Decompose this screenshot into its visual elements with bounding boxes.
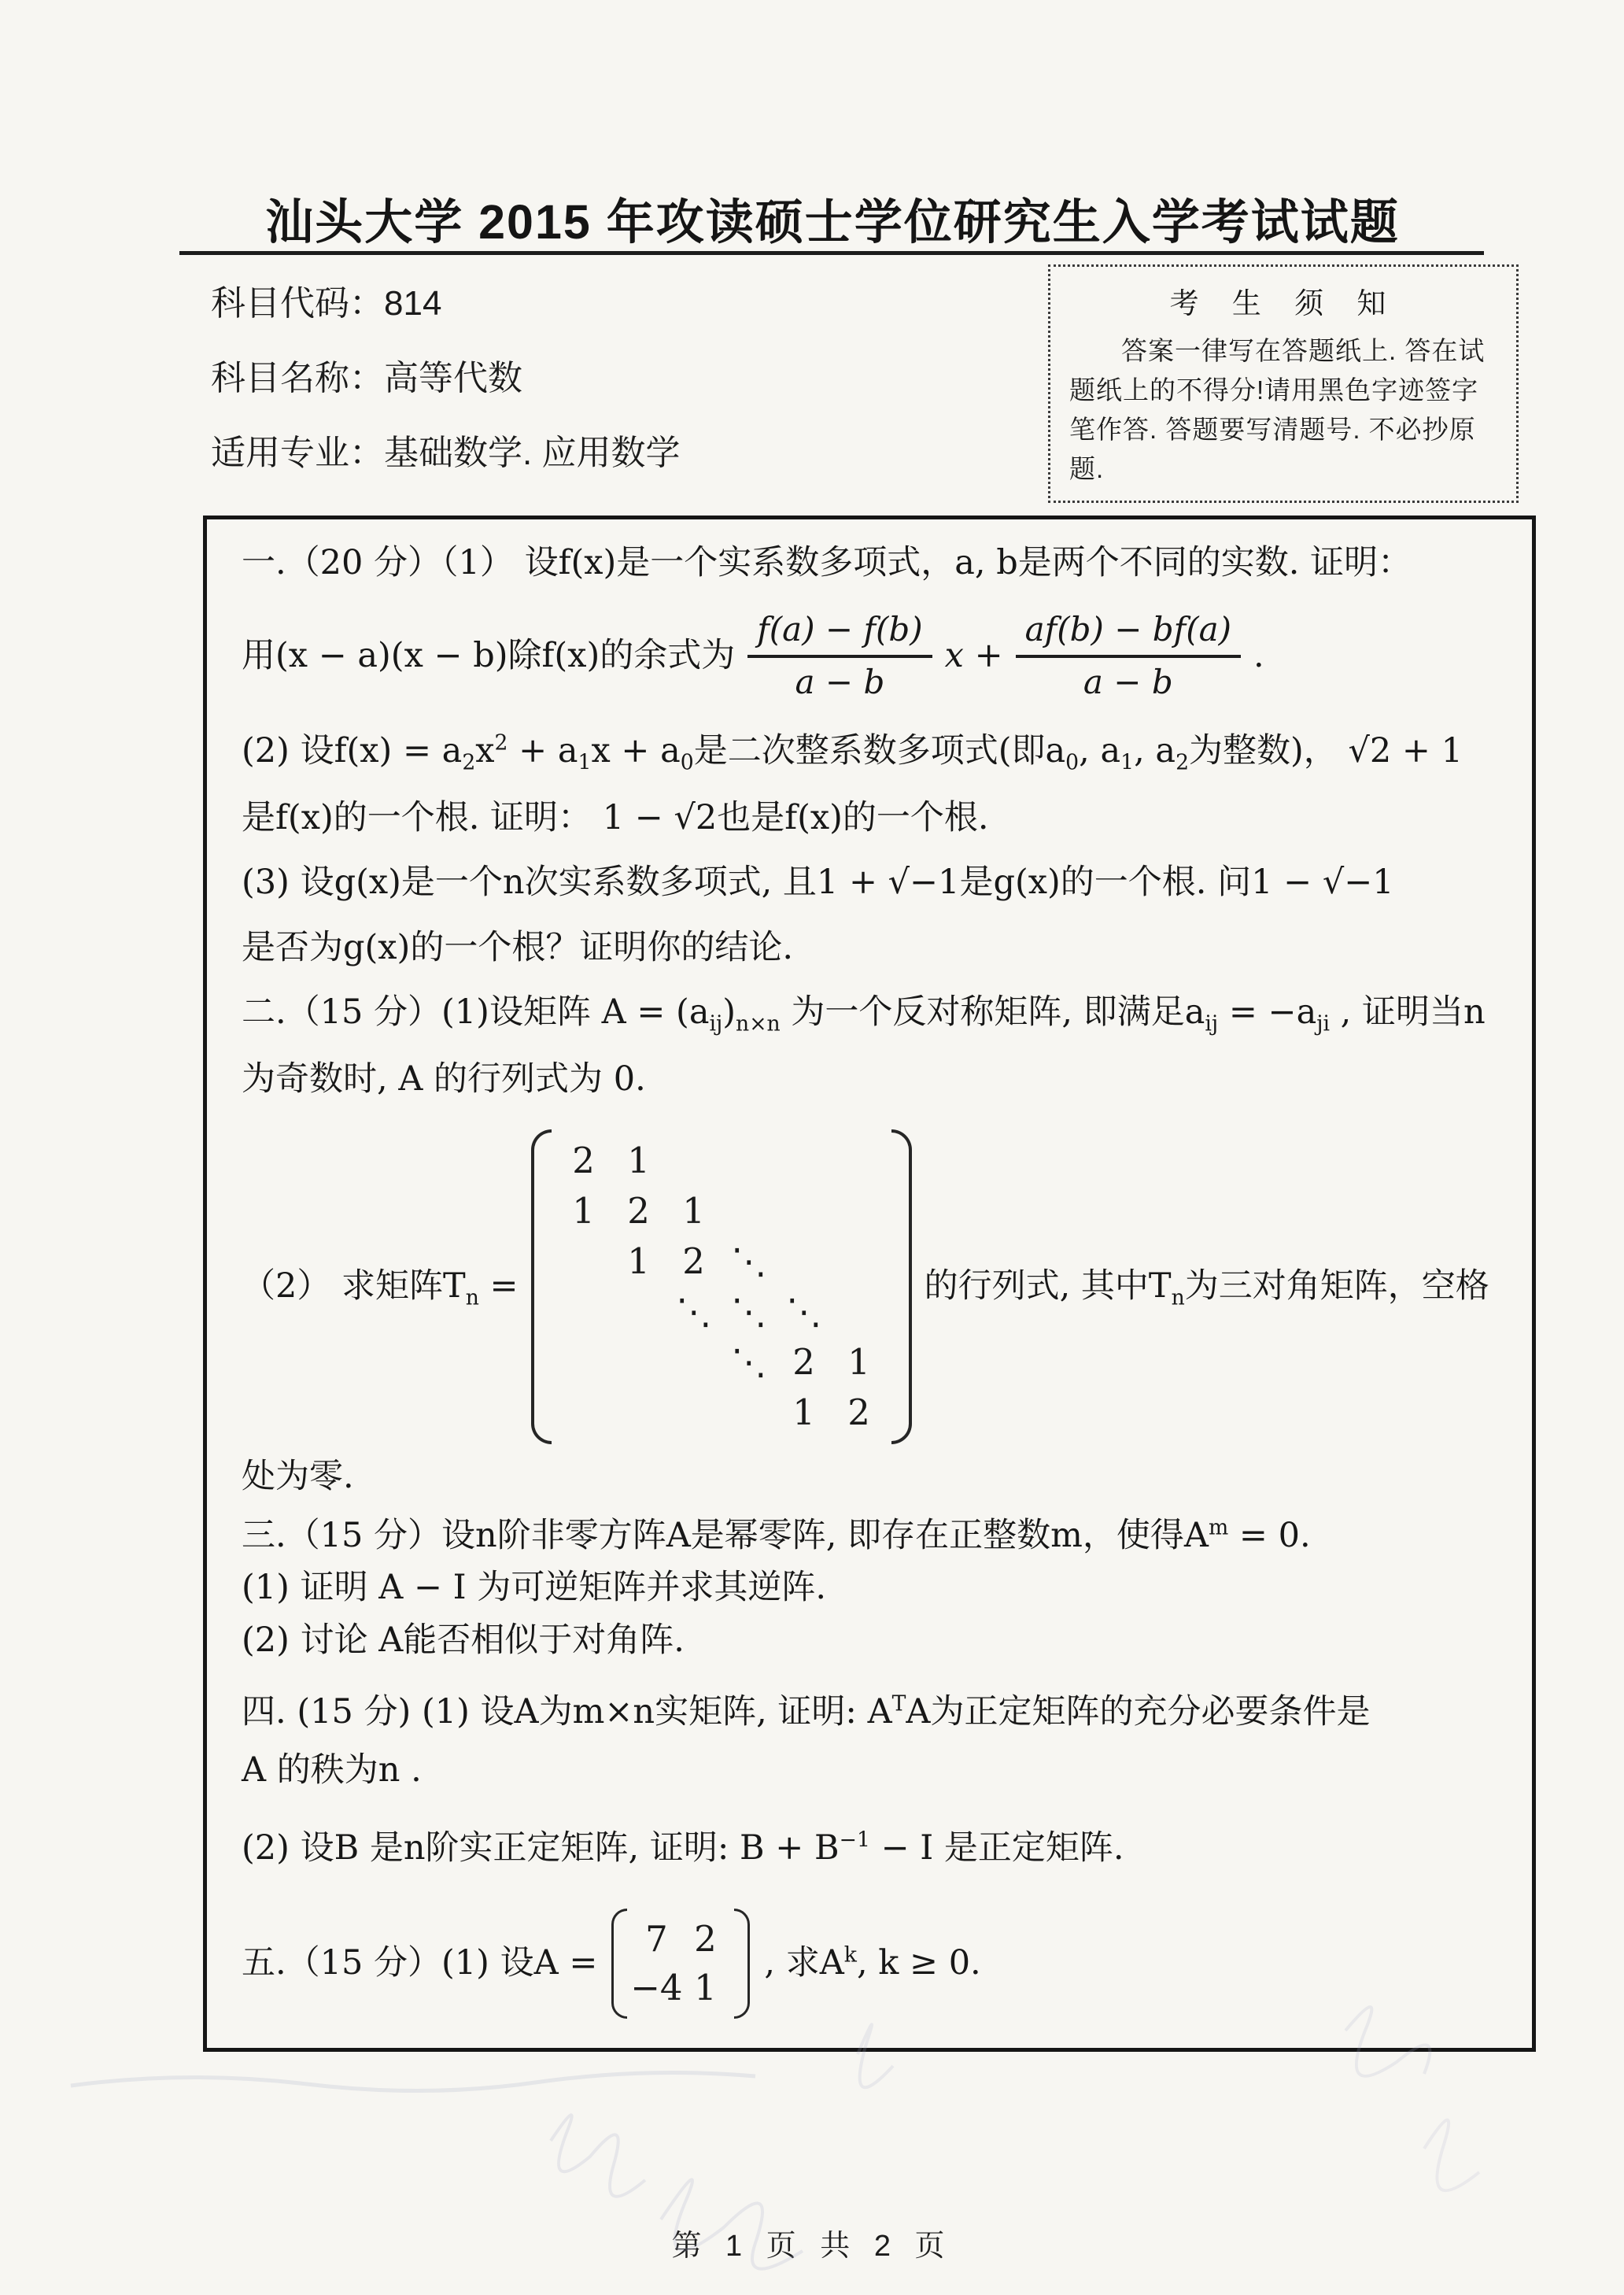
problem2-line3: 处为零. (242, 1457, 354, 1497)
notice-body: 答案一律写在答题纸上. 答在试题纸上的不得分!请用黑色字迹签字笔作答. 答题要写清题号. 不必抄原题. (1069, 336, 1486, 484)
problem1-remainder-formula (242, 601, 1502, 712)
problem1-line2: (2) 设$f(x) = a_2x^2 + a_1x + a_0$是二次整系数多项式(即$a_0$, $a_1$, $a_2$为整数)， √2 + 1 (242, 730, 1463, 775)
formula-mid: x + (944, 636, 1003, 676)
problem2-line1: 二.（15 分）(1)设矩阵 $A = (a_{ij})_{n\times n}$ 为一个反对称矩阵, 即满足$a_{ij} = -a_{ji}$ , 证明当n (242, 992, 1486, 1037)
fraction-2-denominator: a − b (1083, 662, 1173, 701)
fraction-1-numerator: f(a) − f(b) (747, 609, 932, 658)
problem2-matrix-row (242, 1129, 1502, 1444)
problem4-line3: (2) 设B 是n阶实正定矩阵, 证明: $B + B^{-1} - I$ 是正定矩阵. (242, 1828, 1124, 1868)
subject-code-row (211, 286, 680, 321)
candidate-notice-box (1048, 264, 1519, 503)
page-title: 汕头大学 2015 年攻读硕士学位研究生入学考试试题 (265, 195, 1400, 249)
fraction-1 (747, 609, 932, 703)
exam-body-frame (203, 516, 1536, 2052)
problem3-line1: 三.（15 分）设n阶非零方阵A是幂零阵, 即存在正整数m，使得$A^m = 0$. (242, 1515, 1311, 1555)
subject-code-value: 814 (384, 284, 442, 323)
header-info (211, 286, 680, 511)
fraction-2 (1016, 609, 1241, 703)
a-matrix (611, 1909, 750, 2019)
right-paren (891, 1129, 912, 1444)
tn-matrix-suffix: 的行列式, 其中$T_n$为三对角矩阵，空格 (924, 1266, 1489, 1310)
majors-label: 适用专业： (211, 434, 384, 472)
tn-matrix-prefix: （2） 求矩阵$T_n$ = (242, 1266, 519, 1310)
problem1-line5: 是否为g(x)的一个根？证明你的结论. (242, 927, 793, 967)
right-paren (734, 1909, 750, 2019)
page-footer: 第 1 页 共 2 页 (671, 2230, 953, 2263)
fraction-2-numerator: af(b) − bf(a) (1016, 609, 1241, 658)
problem3-line2: (1) 证明 A − I 为可逆矩阵并求其逆阵. (242, 1568, 826, 1608)
problem4-line1: 四. (15 分) (1) 设A为m×n实矩阵, 证明: $A^TA$为正定矩阵的充分必要条件是 (242, 1691, 1371, 1731)
subject-name-row (211, 361, 680, 396)
a-matrix-grid: 7 2 −4 1 (630, 1917, 717, 2009)
problem4-line2: A 的秩为n . (242, 1750, 422, 1791)
majors-row (211, 436, 680, 471)
left-paren (611, 1909, 627, 2019)
formula-suffix: . (1253, 636, 1264, 676)
problem2-line2: 为奇数时, A 的行列式为 0. (242, 1059, 646, 1099)
problem5-prefix: 五.（15 分）(1) 设A = (242, 1943, 598, 1983)
title-underline (179, 251, 1484, 255)
formula-prefix: 用(x − a)(x − b)除f(x)的余式为 (242, 636, 736, 676)
problem5-suffix: , 求$A^k$, k ≥ 0. (764, 1942, 981, 1983)
subject-name-label: 科目名称： (211, 359, 384, 397)
subject-name-value: 高等代数 (384, 359, 522, 397)
majors-value: 基础数学. 应用数学 (384, 434, 681, 472)
problem1-line3: 是f(x)的一个根. 证明： 1 − √2也是f(x)的一个根. (242, 797, 989, 837)
problem1-line1: 一.（20 分）（1） 设f(x)是一个实系数多项式，a, b是两个不同的实数. 证明： (242, 543, 1412, 582)
tn-matrix (531, 1129, 912, 1444)
left-paren (531, 1129, 552, 1444)
fraction-1-denominator: a − b (795, 662, 885, 701)
problem3-line3: (2) 讨论 A能否相似于对角阵. (242, 1620, 685, 1660)
problem1-line4: (3) 设g(x)是一个n次实系数多项式, 且1 + √−1是g(x)的一个根. 问1 − √−1 (242, 863, 1394, 903)
subject-code-label: 科目代码： (211, 284, 384, 323)
tn-matrix-grid: 2 1 1 2 1 1 2 ⋱ ⋱ ⋱ ⋱ ⋱ 2 1 1 2 (572, 1140, 870, 1434)
problem5-row (242, 1905, 1502, 2023)
notice-title: 考 生 须 知 (1169, 287, 1399, 320)
